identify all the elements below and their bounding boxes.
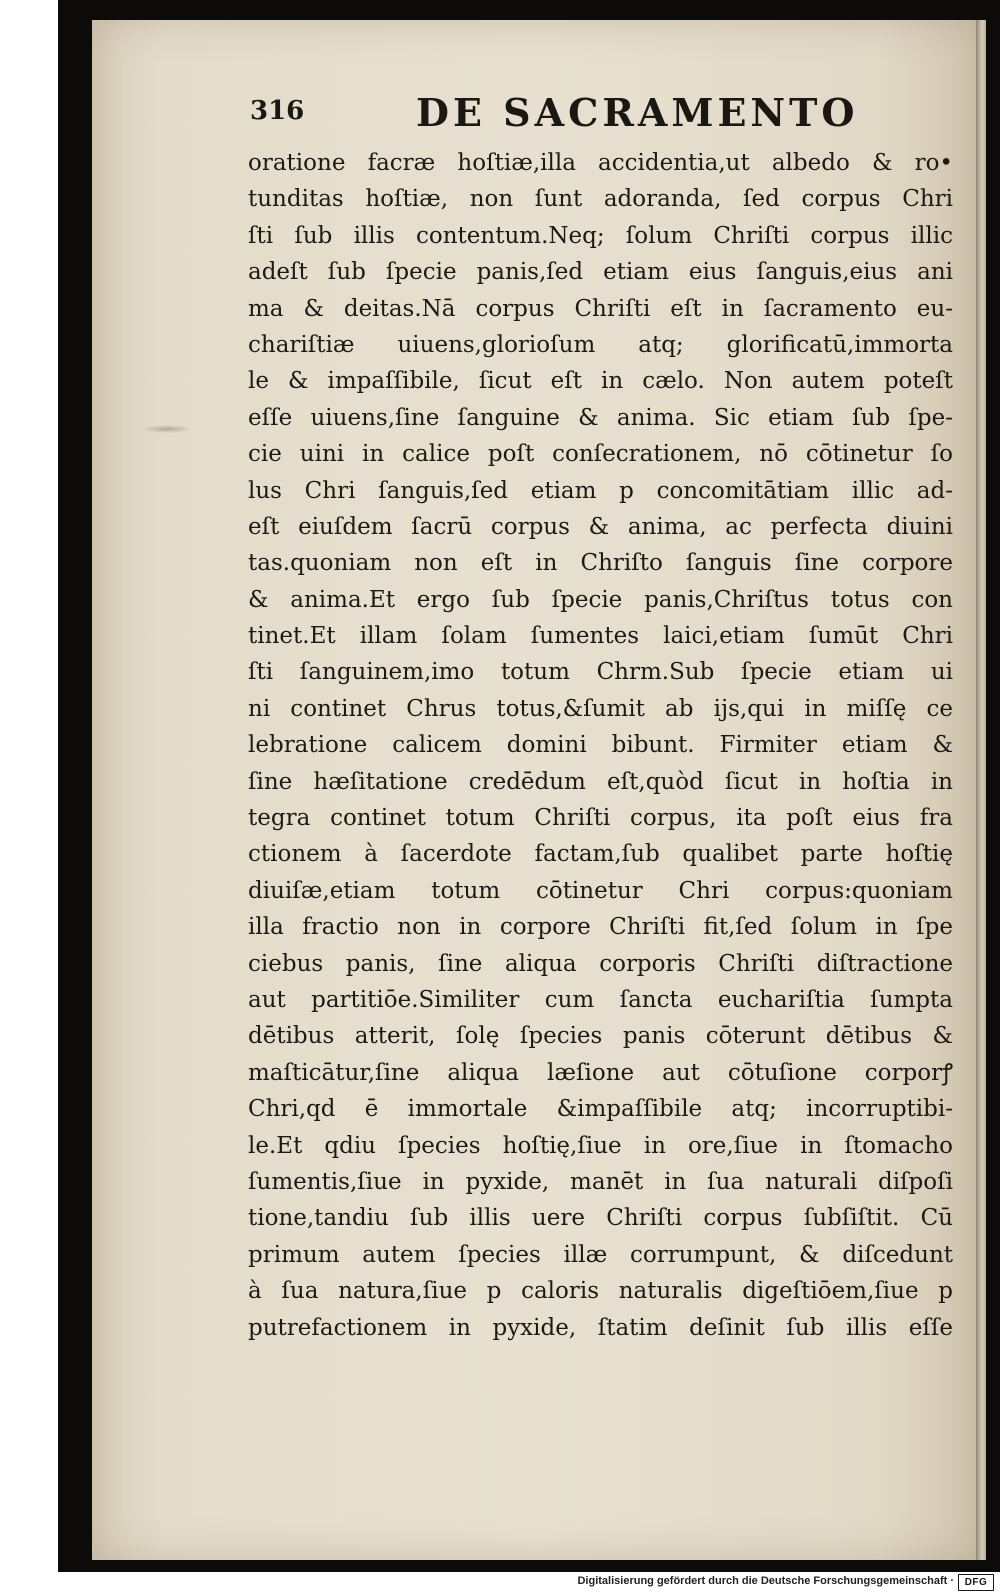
text-line: eſt eiuſdem ſacrū corpus & anima, ac perfecta diuini	[248, 513, 953, 540]
text-line: le.Et qdiu ſpecies hoſtię,ſiue in ore,ſiue in ſtomacho	[248, 1132, 953, 1159]
text-line: ni continet Chrus totus,&ſumit ab ijs,qui in miſſę ce	[248, 695, 953, 722]
text-line: adeſt ſub ſpecie panis,ſed etiam eius ſanguis,eius ani	[248, 259, 953, 286]
text-line: tegra continet totum Chriſti corpus, ita poſt eius fra	[248, 805, 953, 832]
page-number: 316	[250, 96, 305, 126]
running-head	[250, 90, 970, 140]
text-line: ciebus panis, ſine aliqua corporis Chriſti diſtractione	[248, 950, 953, 977]
text-line: ſti ſanguinem,imo totum Chrm.Sub ſpecie etiam ui	[248, 659, 953, 686]
text-line: ſine hæſitatione credēdum eſt,quòd ſicut in hoſtia in	[248, 768, 953, 795]
body-text	[248, 145, 953, 1346]
text-line: cie uini in calice poſt conſecrationem, nō cōtinetur ſo	[248, 441, 953, 468]
text-line: illa fractio non in corpore Chriſti fit,ſed ſolum in ſpe	[248, 914, 953, 941]
text-line: tione,tandiu ſub illis uere Chriſti corpus ſubſiſtit. Cū	[248, 1205, 953, 1232]
dfg-logo: DFG	[958, 1574, 994, 1591]
text-line: tunditas hoſtiæ, non ſunt adoranda, ſed corpus Chri	[248, 186, 953, 213]
text-line: putrefactionem in pyxide, ſtatim deſinit ſub illis eſſe	[248, 1314, 953, 1341]
text-line: eſſe uiuens,ſine ſanguine & anima. Sic etiam ſub ſpe-	[248, 404, 953, 431]
text-line: tinet.Et illam ſolam ſumentes laici,etiam ſumūt Chri	[248, 623, 953, 650]
funding-credit: Digitalisierung gefördert durch die Deutsche Forschungsgemeinschaft ·	[577, 1575, 954, 1587]
text-line: & anima.Et ergo ſub ſpecie panis,Chriſtus totus con	[248, 586, 953, 613]
text-line: à ſua natura,ſiue p caloris naturalis digeſtiōem,ſiue p	[248, 1278, 953, 1305]
text-line: oratione facræ hoſtiæ,illa accidentia,ut albedo & ro•	[248, 150, 953, 176]
text-line: dētibus atterit, ſolę ſpecies panis cōterunt dētibus &	[248, 1023, 953, 1050]
text-line: ctionem à ſacerdote factam,ſub qualibet parte hoſtię	[248, 841, 953, 868]
text-line: tas.quoniam non eſt in Chriſto ſanguis ſine corpore	[248, 550, 953, 577]
text-line: maſticātur,ſine aliqua læſione aut cōtuſione corporꝭ	[248, 1059, 953, 1086]
text-line: ſumentis,ſiue in pyxide, manēt in ſua naturali diſpoſi	[248, 1168, 953, 1195]
running-head-title: DE SACRAMENTO	[416, 90, 859, 135]
digitization-footer	[0, 1572, 1000, 1593]
margin-smudge	[142, 425, 192, 433]
text-line: diuiſæ,etiam totum cōtinetur Chri corpus:quoniam	[248, 877, 953, 904]
text-line: lus Chri ſanguis,ſed etiam p concomitātiam illic ad-	[248, 477, 953, 504]
text-line: ma & deitas.Nā corpus Chriſti eſt in ſacramento eu-	[248, 295, 953, 322]
text-line: Chri,qd ē immortale &impaſſibile atq; incorruptibi-	[248, 1096, 953, 1123]
page-edge	[976, 20, 986, 1560]
text-line: chariſtiæ uiuens,glorioſum atq; glorificatū,immorta	[248, 331, 953, 358]
text-line: ſti ſub illis contentum.Neq; ſolum Chriſti corpus illic	[248, 222, 953, 249]
text-line: le & impaſſibile, ſicut eſt in cælo. Non autem poteſt	[248, 368, 953, 395]
text-line: lebratione calicem domini bibunt. Firmiter etiam &	[248, 732, 953, 759]
text-line: primum autem ſpecies illæ corrumpunt, & diſcedunt	[248, 1241, 953, 1268]
text-line: aut partitiōe.Similiter cum ſancta euchariſtia ſumpta	[248, 986, 953, 1013]
